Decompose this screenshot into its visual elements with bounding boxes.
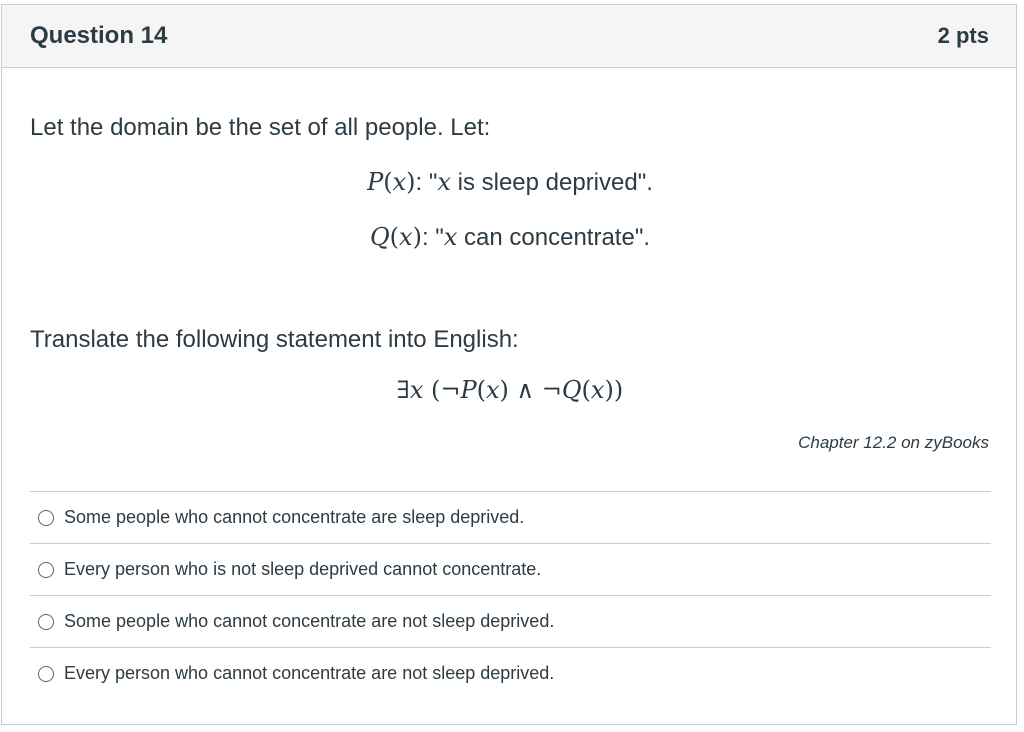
chapter-reference: Chapter 12.2 on zyBooks [798,433,989,452]
definition-q-sep: : " [421,224,444,251]
answer-label[interactable]: Some people who cannot concentrate are not sleep deprived. [64,611,555,631]
quiz-question [1,4,1017,725]
radio-button[interactable] [38,614,54,630]
definition-q-var: x [443,223,458,251]
question-title: Question 14 [30,22,168,49]
answer-label[interactable]: Every person who cannot concentrate are not sleep deprived. [64,663,555,683]
formula-var: x [409,376,424,404]
definition-q: Q(x): "x can concentrate". [369,223,651,251]
formula-and: ∧ ¬ [508,376,562,404]
exists-symbol: ∃ [396,376,410,404]
predicate-p: P [367,168,384,196]
answer-option-1[interactable] [30,491,991,543]
predicate-p-var: x [392,168,407,196]
question-instruction: Translate the following statement into English: [30,326,519,353]
predicate-q: Q [369,223,390,251]
formula-close: ) [613,376,624,404]
formula-open: (¬ [423,376,461,404]
answer-option-3[interactable] [30,595,991,647]
definition-q-text: can concentrate". [457,224,651,251]
answer-list [30,491,991,699]
predicate-q-var: x [399,223,413,251]
formula-p: P [460,376,477,404]
answer-option-4[interactable] [30,647,991,699]
definition-p: P(x): "x is sleep deprived". [367,168,653,196]
question-header [2,5,1016,68]
answer-option-2[interactable] [30,543,991,595]
logic-formula: ∃x (¬P(x) ∧ ¬Q(x)) [396,376,624,404]
answer-label[interactable]: Every person who is not sleep deprived cannot concentrate. [64,559,542,579]
radio-button[interactable] [38,510,54,526]
definition-p-sep: : " [415,169,438,196]
formula-q: Q [561,376,582,404]
radio-button[interactable] [38,562,54,578]
question-intro: Let the domain be the set of all people. Let: [30,114,491,141]
answer-label[interactable]: Some people who cannot concentrate are sleep deprived. [64,507,525,527]
radio-button[interactable] [38,666,54,682]
definition-p-text: is sleep deprived". [450,169,653,196]
question-points: 2 pts [937,23,989,48]
definition-p-var: x [437,168,451,196]
